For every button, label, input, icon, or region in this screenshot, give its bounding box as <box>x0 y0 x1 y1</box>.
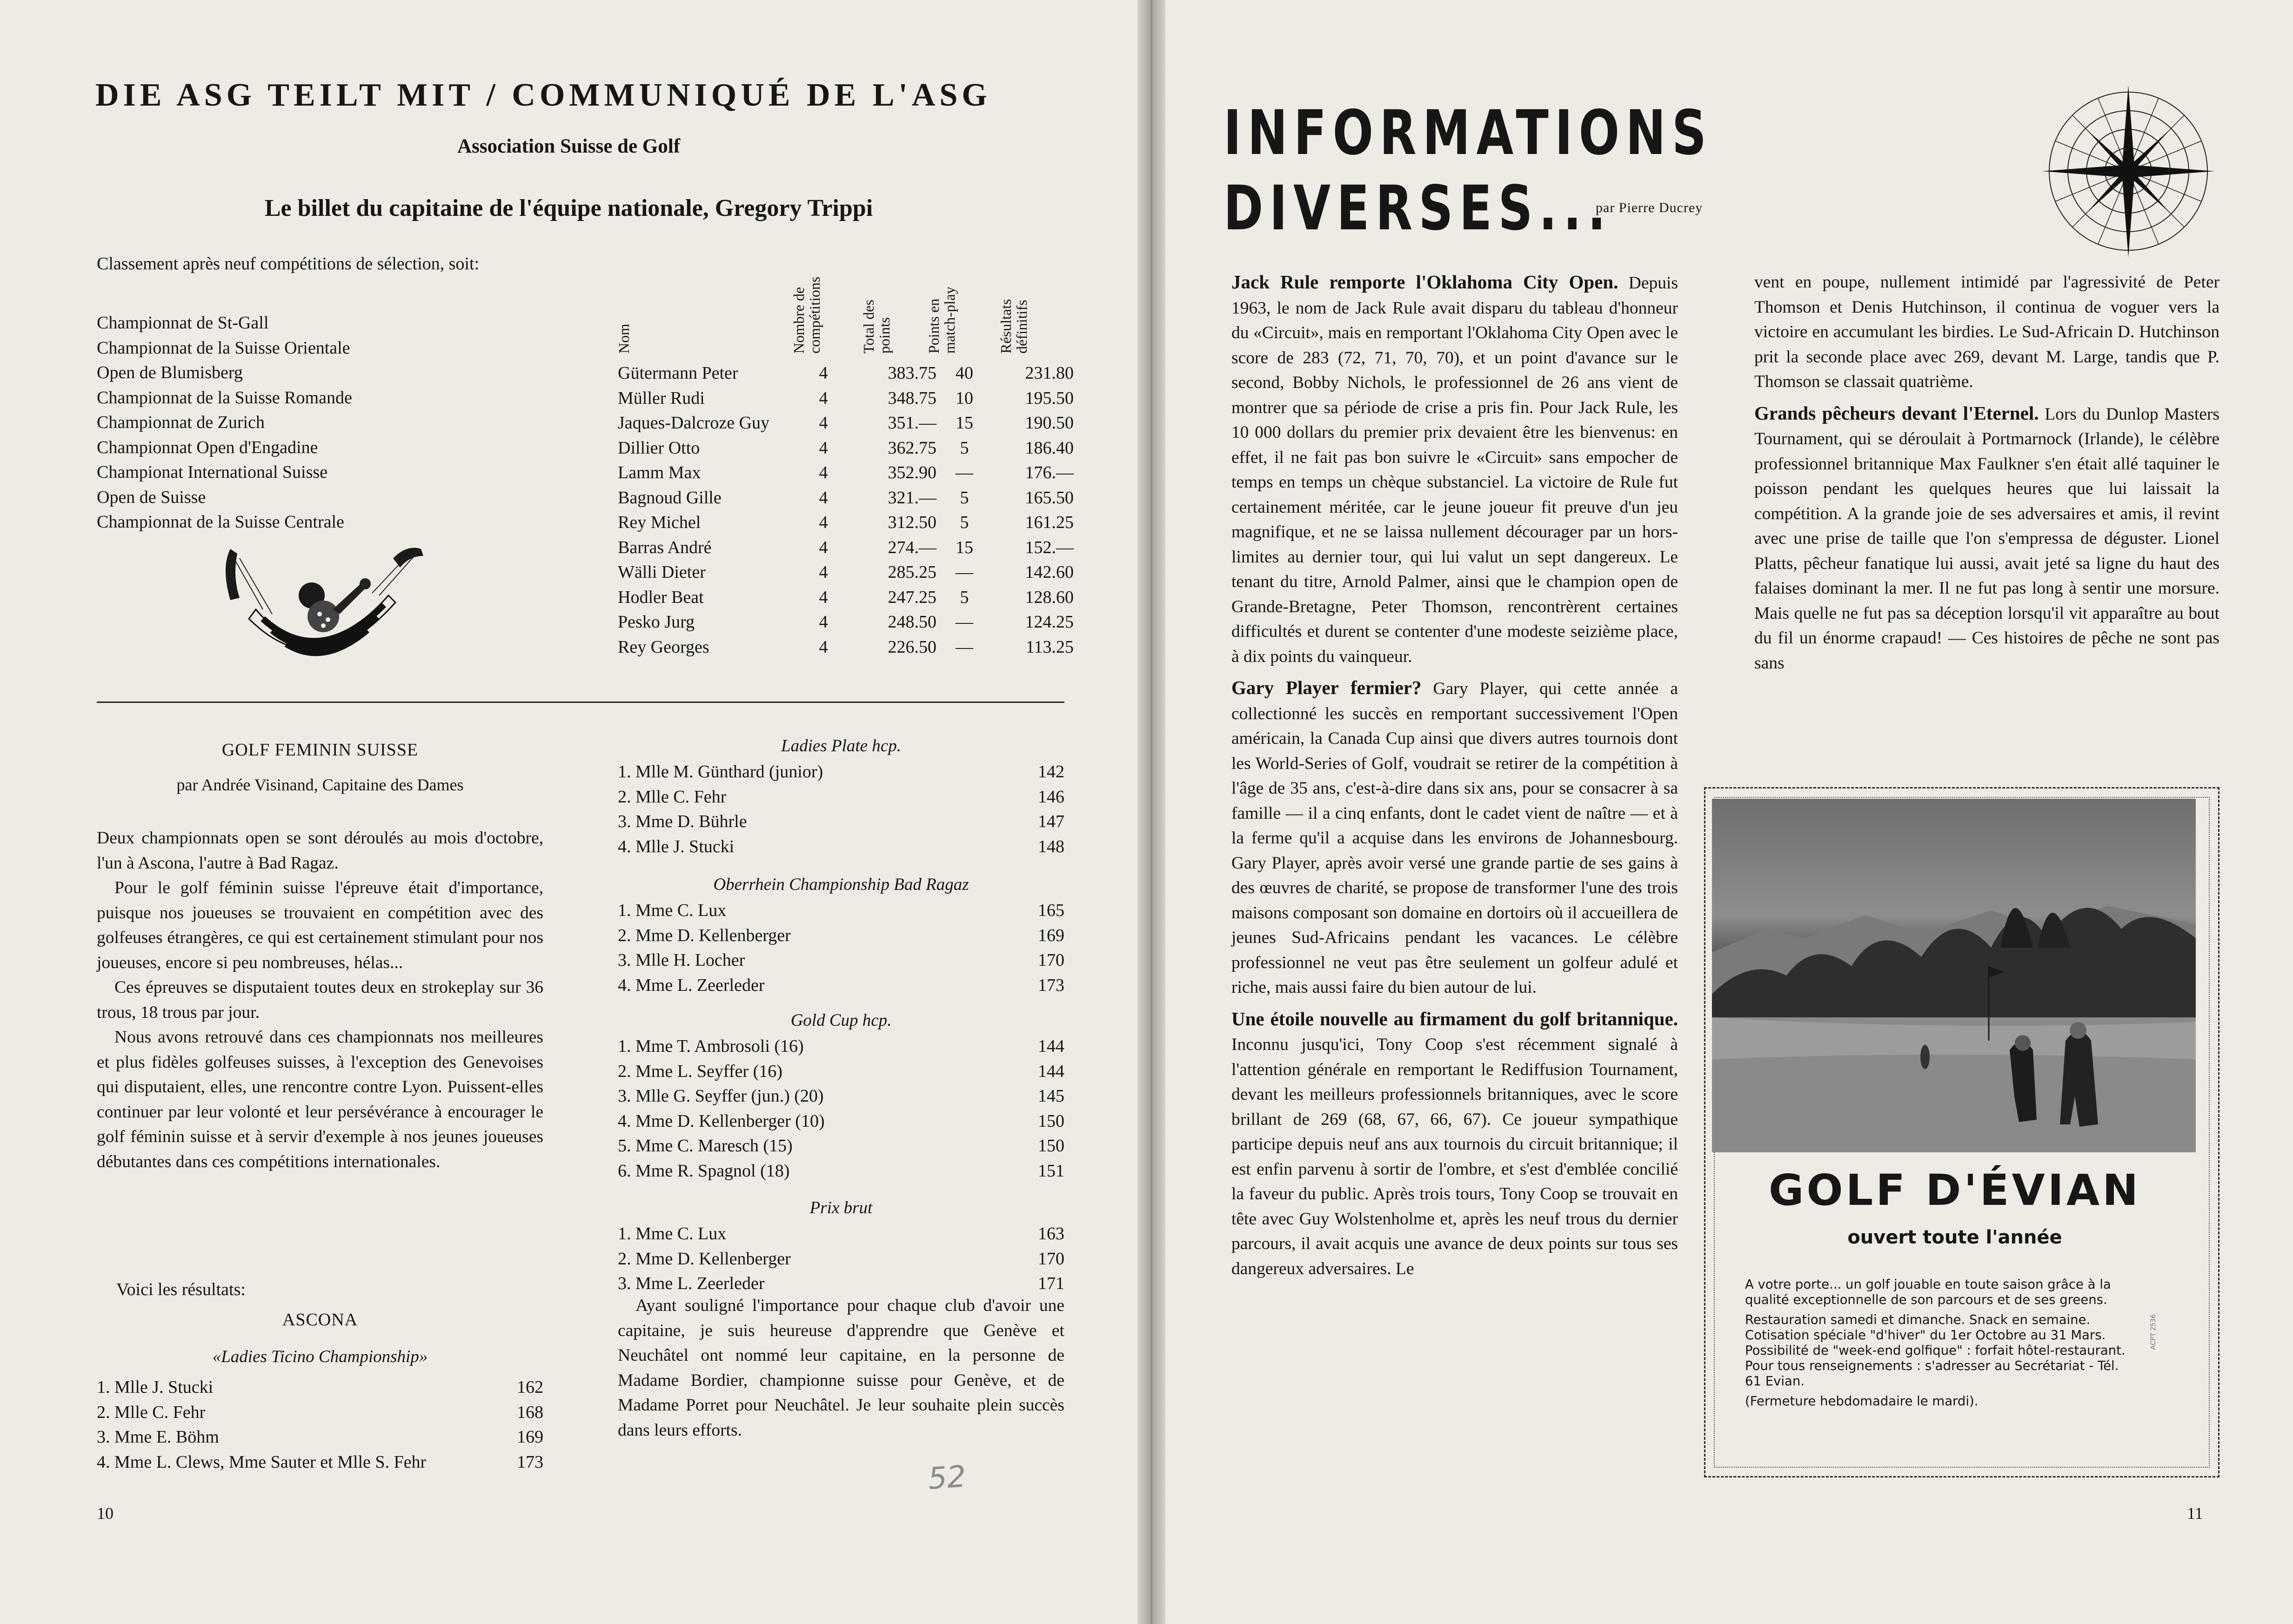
col-total: Total des points <box>860 300 893 354</box>
cell-res: 161.25 <box>1025 513 1074 532</box>
list-item <box>97 1452 543 1477</box>
cell-name: Bagnoud Gille <box>618 488 722 508</box>
ad-credit: ACPT 2536 <box>2150 1314 2157 1350</box>
paragraph: Deux championnats open se sont déroulés au mois d'octobre, l'un à Ascona, l'autre à Bad Ragaz. <box>97 829 543 873</box>
book-gutter <box>1137 0 1165 1624</box>
cell-name: Gütermann Peter <box>618 363 738 383</box>
result-score: 165 <box>1038 901 1064 920</box>
page-title <box>1223 95 1713 246</box>
cell-mp: 5 <box>960 488 969 508</box>
golf-photo-illustration <box>1712 799 2196 1152</box>
cell-total: 248.50 <box>888 612 936 632</box>
cell-name: Wälli Dieter <box>618 562 706 582</box>
result-score: 163 <box>1038 1224 1064 1243</box>
cell-res: 128.60 <box>1025 587 1074 607</box>
result-name: 2. Mme D. Kellenberger <box>618 1249 791 1269</box>
golf-feminin-title: GOLF FEMININ SUISSE <box>221 740 419 760</box>
list-item <box>618 900 1064 925</box>
cell-name: Rey Georges <box>618 637 709 657</box>
article-body: Gary Player, qui cette année a collectionné les succès en remportant successivement l'Open américain, la Canada Cup ainsi que divers autres tournois dont les World-Series of Golf, voudrait se retirer de la compétition à l'âge de 35 ans, c'est-à-dire dans six ans, pour se consacrer à sa famille — il a cinq enfants, dont le cadet vient de naître — et à la ferme qu'il a acquise dans les environs de Johannesbourg. Gary Player, après avoir versé une grande partie de ses gains à des œuvres de charité, se propose de transformer l'une des trois maisons composant son domaine en dortoirs où il accueillera de jeunes Sud-Africains pendant les vacances. Le célèbre professionnel ne veut pas être seulement un golfeur adulé et riche, mais aussi faire du bien autour de lui. <box>1231 679 1678 997</box>
cell-n: 4 <box>819 488 828 508</box>
asg-title: DIE ASG TEILT MIT / COMMUNIQUÉ DE L'ASG <box>95 77 991 113</box>
cell-res: 176.— <box>1025 463 1074 482</box>
cell-res: 165.50 <box>1025 488 1074 508</box>
cell-total: 352.90 <box>888 463 936 482</box>
paragraph: Pour le golf féminin suisse l'épreuve était d'importance, puisque nos joueuses se trouvaient en compétition avec des golfeuses étrangères, ce qui est certainement stimulant pour nos joueuses, encore si peu nombreuses, hélas... <box>97 878 543 972</box>
table-row <box>618 637 1074 662</box>
page-number: 10 <box>97 1504 114 1523</box>
ladies-plate-results <box>618 762 1064 861</box>
cell-res: 124.25 <box>1025 612 1074 632</box>
right-page <box>1165 0 2293 1624</box>
ad-paragraph: Restauration samedi et dimanche. Snack en semaine. Cotisation spéciale "d'hiver" du 1er Octobre au 31 Mars. Possibilité de "week-end golfique" : forfait hôtel-restaurant. Pour tous renseignements : s'adresser au Secrétariat - Tél. 61 Evian. <box>1745 1312 2126 1389</box>
result-name: 4. Mme D. Kellenberger (10) <box>618 1111 825 1131</box>
table-row <box>618 537 1074 562</box>
list-item <box>618 1036 1064 1061</box>
cell-res: 190.50 <box>1025 413 1074 433</box>
cell-mp: 5 <box>960 513 969 532</box>
list-item <box>97 1402 543 1427</box>
result-score: 142 <box>1038 762 1064 782</box>
prix-brut-results <box>618 1223 1064 1298</box>
result-name: 5. Mme C. Maresch (15) <box>618 1136 793 1156</box>
result-score: 169 <box>517 1427 543 1447</box>
result-score: 170 <box>1038 1249 1064 1269</box>
result-score: 171 <box>1038 1274 1064 1293</box>
list-item <box>97 1427 543 1452</box>
cell-n: 4 <box>819 513 828 532</box>
result-name: 3. Mlle G. Seyffer (jun.) (20) <box>618 1086 824 1106</box>
cell-mp: 15 <box>956 537 973 557</box>
cell-name: Hodler Beat <box>618 587 704 607</box>
classement-intro: Classement après neuf compétitions de sélection, soit: <box>97 254 480 274</box>
prix-brut-heading: Prix brut <box>809 1198 873 1217</box>
list-item: Open de Blumisberg <box>97 363 243 382</box>
result-score: 162 <box>517 1377 543 1397</box>
col-nombre: Nombre de compétitions <box>790 276 823 354</box>
cell-total: 383.75 <box>888 363 936 383</box>
result-name: 1. Mme T. Ambrosoli (16) <box>618 1036 804 1056</box>
result-score: 147 <box>1038 812 1064 831</box>
table-row <box>618 363 1074 388</box>
result-score: 151 <box>1038 1161 1064 1181</box>
list-item: Open de Suisse <box>97 487 206 507</box>
result-name: 3. Mme E. Böhm <box>97 1427 219 1447</box>
page-number: 11 <box>2187 1504 2203 1523</box>
cell-res: 142.60 <box>1025 562 1074 582</box>
ticino-results <box>97 1377 543 1477</box>
ad-brand: GOLF D'ÉVIAN <box>1768 1165 2141 1215</box>
cell-name: Rey Michel <box>618 513 701 532</box>
list-item: Championnat de Zurich <box>97 413 265 432</box>
result-score: 148 <box>1038 836 1064 856</box>
cell-n: 4 <box>819 413 828 433</box>
result-name: 2. Mme L. Seyffer (16) <box>618 1061 782 1081</box>
cell-n: 4 <box>819 388 828 408</box>
col-nom: Nom <box>615 324 632 354</box>
cell-n: 4 <box>819 637 828 657</box>
result-score: 173 <box>517 1452 543 1472</box>
result-name: 2. Mme D. Kellenberger <box>618 925 791 945</box>
column-1 <box>1231 270 1678 1288</box>
cell-mp: 10 <box>956 388 973 408</box>
cell-res: 231.80 <box>1025 363 1074 383</box>
article-lead: Une étoile nouvelle au firmament du golf britannique. <box>1231 1008 1678 1029</box>
ascona-heading: ASCONA <box>282 1310 358 1330</box>
ad-paragraph: (Fermeture hebdomadaire le mardi). <box>1745 1394 1979 1409</box>
cell-name: Dillier Otto <box>618 438 700 458</box>
article-lead: Gary Player fermier? <box>1231 677 1422 698</box>
col-match-play: Points en match-play <box>925 287 958 354</box>
list-item <box>618 1061 1064 1086</box>
result-score: 168 <box>517 1402 543 1422</box>
golf-feminin-byline: par Andrée Visinand, Capitaine des Dames <box>176 775 464 794</box>
article-pecheurs <box>1754 401 2219 676</box>
cell-name: Pesko Jurg <box>618 612 695 632</box>
cell-n: 4 <box>819 612 828 632</box>
result-score: 150 <box>1038 1111 1064 1131</box>
list-item <box>618 836 1064 862</box>
list-item <box>618 925 1064 950</box>
list-item <box>618 950 1064 975</box>
cell-total: 321.— <box>888 488 936 508</box>
article-body: Depuis 1963, le nom de Jack Rule avait disparu du tableau d'honneur du «Circuit», mais en remportant l'Oklahoma City Open avec le score de 283 (72, 71, 70, 70), et un point d'avance sur le second, Bobby Nichols, le professionnel de 26 ans vient de montrer que sa période de crise a pris fin. Pour Jack Rule, les 10 000 dollars du premier prix devaient être les bienvenus: en effet, il ne fait pas bon suivre le «Circuit» sans empocher de temps en temps un chèque substanciel. La victoire de Rule fut certainement méritée, car le jeune joueur fit preuve d'un jeu magnifique, et ne se laissa nullement décourager par un hors-limites au dernier tour, qui lui valut un sept dangereux. Le tenant du titre, Arnold Palmer, ainsi que le champion open de Grande-Bretagne, Peter Thomson, rencontrèrent certaines difficultés et durent se contenter d'une modeste seizième place, à dix points du vainqueur. <box>1231 274 1678 666</box>
ranking-table-header <box>615 261 1074 354</box>
paragraph: Ces épreuves se disputaient toutes deux en strokeplay sur 36 trous, 18 trous par jour. <box>97 978 543 1022</box>
table-row <box>618 587 1074 612</box>
col-resultats: Résultats définitifs <box>997 299 1030 354</box>
ad-tagline: ouvert toute l'année <box>1847 1227 2062 1248</box>
article-gary-player <box>1231 675 1678 1000</box>
list-item <box>97 1377 543 1402</box>
result-score: 150 <box>1038 1136 1064 1156</box>
pencil-annotation: 52 <box>927 1459 967 1497</box>
cell-mp: — <box>956 463 973 482</box>
result-name: 1. Mme C. Lux <box>618 1224 727 1243</box>
result-score: 144 <box>1038 1036 1064 1056</box>
result-name: 3. Mme D. Bührle <box>618 812 747 831</box>
cell-res: 113.25 <box>1025 637 1074 657</box>
result-score: 169 <box>1038 925 1064 945</box>
result-name: 1. Mme C. Lux <box>618 901 727 920</box>
cell-mp: 5 <box>960 587 969 607</box>
gold-cup-results <box>618 1036 1064 1185</box>
left-page <box>0 0 1137 1624</box>
result-name: 4. Mme L. Zeerleder <box>618 975 765 995</box>
cell-n: 4 <box>819 587 828 607</box>
table-row <box>618 562 1074 587</box>
list-item <box>618 762 1064 787</box>
ad-body <box>1745 1277 2131 1414</box>
article-lead: Grands pêcheurs devant l'Eternel. <box>1754 402 2039 424</box>
result-name: 1. Mlle J. Stucki <box>97 1377 214 1397</box>
result-score: 145 <box>1038 1086 1064 1106</box>
cell-total: 362.75 <box>888 438 936 458</box>
closing-paragraph: Ayant souligné l'importance pour chaque club d'avoir une capitaine, je suis heureuse d'apprendre que Genève et Neuchâtel ont nommé leur capitaine, en la personne de Madame Bordier, championne suisse pour Genève, et de Madame Porret pour Neuchâtel. Je leur souhaite plein succès dans leurs efforts. <box>618 1296 1064 1440</box>
ticino-heading: «Ladies Ticino Championship» <box>212 1347 428 1366</box>
cell-mp: 5 <box>960 438 969 458</box>
paragraph: Nous avons retrouvé dans ces championnats nos meilleures et plus fidèles golfeuses suisses, à l'exception des Genevoises qui disputaient, elles, une rencontre contre Lyon. Puissent-elles continuer par leur volonté et leur persévérance à encourager le golf féminin suisse et à servir d'exemple à nos jeunes joueuses débutantes dans ces compétitions internationales. <box>97 1028 543 1171</box>
oberrhein-heading: Oberrhein Championship Bad Ragaz <box>713 875 969 894</box>
result-score: 173 <box>1038 975 1064 995</box>
list-item: Championnat de la Suisse Romande <box>97 388 352 408</box>
list-item <box>618 975 1064 1000</box>
cell-n: 4 <box>819 463 828 482</box>
result-name: 2. Mlle C. Fehr <box>618 787 727 807</box>
article-jack-rule <box>1231 270 1678 669</box>
title-line: INFORMATIONS <box>1223 97 1713 169</box>
cell-mp: — <box>956 637 973 657</box>
golf-course-photo <box>1712 799 2196 1152</box>
list-item: Championnat de la Suisse Centrale <box>97 512 344 532</box>
billet-heading: Le billet du capitaine de l'équipe nationale, Gregory Trippi <box>264 195 873 221</box>
section-divider <box>97 702 1064 703</box>
list-item: Championnat de la Suisse Orientale <box>97 338 350 358</box>
cell-mp: 15 <box>956 413 973 433</box>
column-2 <box>1754 270 2219 682</box>
cell-mp: 40 <box>956 363 973 383</box>
table-row <box>618 413 1074 438</box>
cell-total: 348.75 <box>888 388 936 408</box>
competition-list <box>97 311 543 535</box>
table-row <box>618 388 1074 413</box>
list-item <box>618 1249 1064 1274</box>
list-item: Championnat de St-Gall <box>97 313 269 333</box>
cell-total: 312.50 <box>888 513 936 532</box>
cell-mp: — <box>956 562 973 582</box>
cell-mp: — <box>956 612 973 632</box>
result-name: 4. Mlle J. Stucki <box>618 836 735 856</box>
cell-total: 285.25 <box>888 562 936 582</box>
cell-n: 4 <box>819 562 828 582</box>
hammock-illustration <box>212 540 440 679</box>
table-row <box>618 512 1074 537</box>
cell-name: Jaques-Dalcroze Guy <box>618 413 770 433</box>
result-name: 6. Mme R. Spagnol (18) <box>618 1161 790 1181</box>
golf-feminin-body <box>97 826 543 1174</box>
title-line: DIVERSES... <box>1223 173 1612 244</box>
article-tony-coop <box>1231 1007 1678 1282</box>
oberrhein-results <box>618 900 1064 1000</box>
cell-n: 4 <box>819 363 828 383</box>
table-row <box>618 462 1074 488</box>
ad-paragraph: A votre porte... un golf jouable en toute saison grâce à la qualité exceptionnelle de son parcours et de ses greens. <box>1745 1277 2111 1307</box>
results-intro: Voici les résultats: <box>116 1280 246 1299</box>
article-body: Inconnu jusqu'ici, Tony Coop s'est récemment signalé à l'attention générale en remportant le Rediffusion Tournament, devant les meilleurs professionnels britanniques, avec le score brillant de 269 (68, 67, 66, 67). Ce joueur sympathique participe depuis neuf ans aux tournois du circuit britannique; il est enfin parvenu à sortir de l'ombre, et s'est d'emblée concilié la faveur du public. Après trois tours, Tony Coop se trouvait en tête avec Guy Wolstenholme et, après les neuf trous du dernier parcours, il avait acquis une avance de deux points sur tous ses dangereux adversaires. Le <box>1231 1035 1678 1278</box>
cell-n: 4 <box>819 438 828 458</box>
cell-res: 186.40 <box>1025 438 1074 458</box>
result-name: 1. Mlle M. Günthard (junior) <box>618 762 823 782</box>
compass-rose-icon <box>2040 83 2217 260</box>
result-score: 144 <box>1038 1061 1064 1081</box>
cell-total: 226.50 <box>888 637 936 657</box>
article-body: Lors du Dunlop Masters Tournament, qui se déroulait à Portmarnock (Irlande), le célèbre professionnel britannique Max Faulkner s'en était allé taquiner le poisson pendant les quelques heures que lui laissait la compétition. A la grande joie de ses adversaires et amis, il revint avec une prise de taille que l'on s'empressa de déguster. Lionel Platts, pêcheur fanatique lui aussi, avait jeté sa ligne du haut des falaises dominant la mer. Il ne fut pas long à sentir une morsure. Mais quelle ne fut pas sa déception lorsqu'il vit apparaître au bout du fil un énorme crapaud! — Ces histoires de pêche ne sont pas sans <box>1754 404 2220 673</box>
cell-res: 195.50 <box>1025 388 1074 408</box>
article-lead: Jack Rule remporte l'Oklahoma City Open. <box>1231 271 1618 293</box>
result-name: 3. Mlle H. Locher <box>618 950 745 970</box>
golf-evian-advertisement <box>1704 787 2219 1477</box>
cell-name: Barras André <box>618 537 712 557</box>
cell-n: 4 <box>819 537 828 557</box>
ranking-table <box>618 363 1074 662</box>
result-name: 2. Mlle C. Fehr <box>97 1402 206 1422</box>
table-row <box>618 488 1074 513</box>
cell-total: 247.25 <box>888 587 936 607</box>
list-item <box>618 1223 1064 1249</box>
gold-cup-heading: Gold Cup hcp. <box>790 1011 892 1030</box>
table-row <box>618 612 1074 637</box>
ladies-plate-heading: Ladies Plate hcp. <box>781 736 901 755</box>
result-name: 3. Mme L. Zeerleder <box>618 1274 765 1293</box>
list-item: Championnat Open d'Engadine <box>97 437 318 457</box>
cell-name: Müller Rudi <box>618 388 705 408</box>
list-item <box>618 1086 1064 1111</box>
list-item <box>618 1161 1064 1186</box>
byline: par Pierre Ducrey <box>1596 200 1703 215</box>
list-item <box>618 787 1064 812</box>
list-item: Championat International Suisse <box>97 462 328 482</box>
cell-total: 274.— <box>888 537 936 557</box>
cell-name: Lamm Max <box>618 463 701 482</box>
list-item <box>618 1136 1064 1161</box>
list-item <box>618 1111 1064 1136</box>
list-item <box>618 811 1064 836</box>
table-row <box>618 438 1074 463</box>
result-score: 146 <box>1038 787 1064 807</box>
asg-subtitle: Association Suisse de Golf <box>457 135 681 157</box>
cell-res: 152.— <box>1025 537 1074 557</box>
result-score: 170 <box>1038 950 1064 970</box>
article-continuation: vent en poupe, nullement intimidé par l'agressivité de Peter Thomson et Denis Hutchinson, il continua de voguer vers la victoire en accumulant les birdies. Le Sud-Africain D. Hutchinson prit la seconde place avec 269, devant M. Large, tandis que P. Thomson se classait quatrième. <box>1754 273 2219 391</box>
cell-total: 351.— <box>888 413 936 433</box>
result-name: 4. Mme L. Clews, Mme Sauter et Mlle S. Fehr <box>97 1452 427 1472</box>
